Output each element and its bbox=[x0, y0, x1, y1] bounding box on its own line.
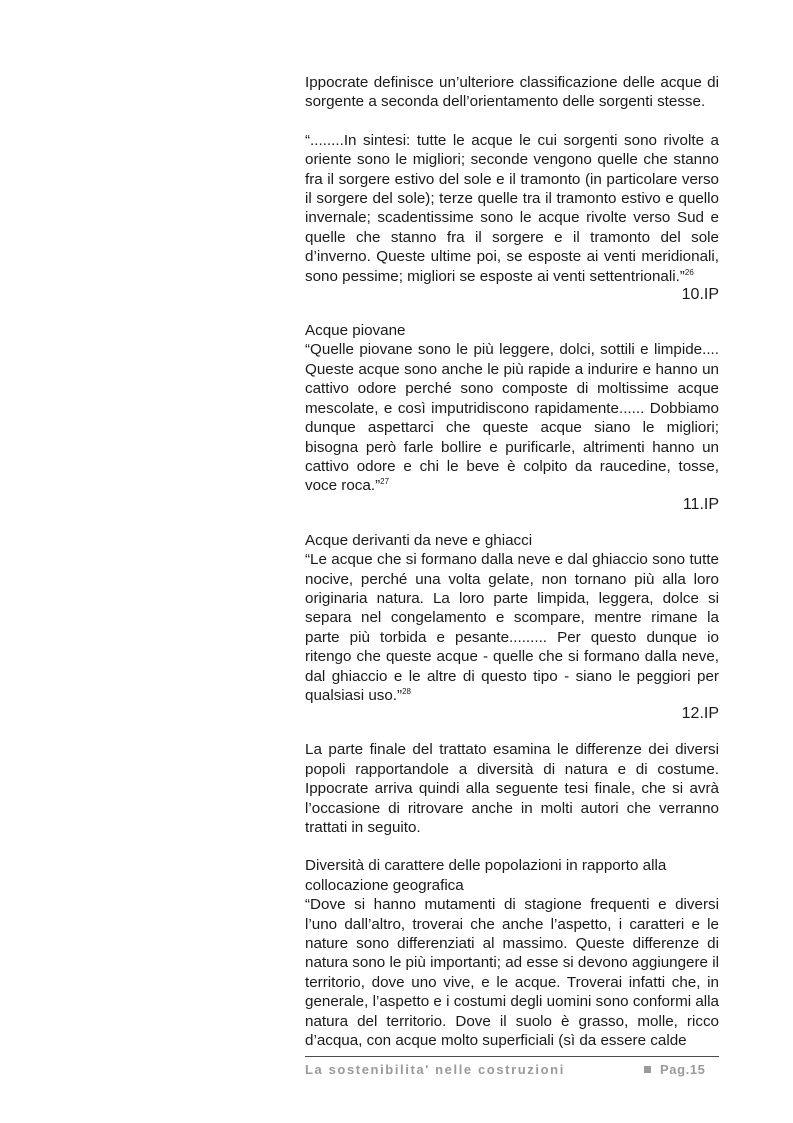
footnote-marker: 26 bbox=[684, 267, 694, 277]
section-heading: Diversità di carattere delle popolazioni in rapporto alla collocazione geografica bbox=[305, 857, 667, 894]
conclusion-paragraph: La parte finale del trattato esamina le differenze dei diversi popoli rapportandole a diversità di natura e di costume. Ippocrate arriva quindi alla seguente tesi finale, che si avrà l’occasione di ritrovare anche in molti autori che verranno trattati in seguito. bbox=[305, 741, 719, 836]
section-heading: Acque piovane bbox=[305, 322, 406, 340]
page-number bbox=[644, 1062, 706, 1077]
quote-text: “Quelle piovane sono le più leggere, dolci, sottili e limpide.... Queste acque sono anche le più rapide a indurire e hanno un cattivo odore perché sono composte di moltissime acque mescolate, e così imputridiscono rapidamente...... Dobbiamo dunque aspettarci che queste acque siano le migliori; bisogna però farle bollire e purificarle, altrimenti hanno un cattivo odore e chi le beve è colpito da raucedine, tosse, voce roca.” bbox=[305, 341, 719, 495]
footer-title: La sostenibilita' nelle costruzioni bbox=[305, 1062, 565, 1077]
section-acque-neve bbox=[305, 531, 719, 724]
footnote-marker: 28 bbox=[402, 686, 411, 696]
quote-text: “Dove si hanno mutamenti di stagione frequenti e diversi l’uno dall’altro, troverai che anche l’aspetto, i caratteri e le nature sono differenziati al massimo. Queste differenze di natura sono le più importanti; ad esse si devono aggiungere il territorio, dove uno vive, e le acque. Troverai infatti che, in generale, l’aspetto e i costumi degli uomini sono conformi alla natura del territorio. Dove il suolo è grasso, molle, ricco d’acqua, con acque molto superficiali (sì da essere calde bbox=[305, 896, 719, 1050]
section-acque-piovane bbox=[305, 321, 719, 514]
figure-reference: 11.IP bbox=[682, 495, 719, 513]
intro-paragraph: Ippocrate definisce un’ulteriore classificazione delle acque di sorgente a seconda dell’orientamento delle sorgenti stesse. bbox=[305, 74, 719, 111]
figure-reference: 12.IP bbox=[681, 705, 719, 723]
quote-text: “........In sintesi: tutte le acque le cui sorgenti sono rivolte a oriente sono le migliori; seconde vengono quelle che stanno fra il sorgere estivo del sole e il tramonto (in particolare verso il sorgere del sole); terze quelle tra il tramonto estivo e quello invernale; scadentissime sono le acque rivolte verso Sud e quelle che stanno fra il sorgere e il tramonto del sole d’inverno. Queste ultime poi, se esposte ai venti meridionali, sono pessime; migliori se esposte ai venti settentrionali.” bbox=[305, 131, 719, 285]
figure-reference: 10.IP bbox=[681, 286, 719, 304]
main-text-column bbox=[305, 73, 719, 1050]
section-heading: Acque derivanti da neve e ghiacci bbox=[305, 531, 533, 549]
footnote-marker: 27 bbox=[380, 477, 390, 487]
quote-orientamento bbox=[305, 131, 719, 304]
quote-text: “Le acque che si formano dalla neve e dal ghiaccio sono tutte nocive, perché una volta gelate, non tornano più alla loro originaria natura. La loro parte limpida, leggera, dolce si separa nel congelamento e scompare, mentre rimane la parte più torbida e pesante......... Per questo dunque io ritengo che queste acque - quelle che si formano dalla neve, dal ghiaccio e le altre di questo tipo - siano le peggiori per qualsiasi uso.” bbox=[305, 551, 719, 704]
page-number-label: Pag.15 bbox=[660, 1062, 706, 1077]
square-bullet-icon bbox=[644, 1066, 651, 1073]
section-diversita bbox=[305, 856, 719, 1050]
footer-rule bbox=[305, 1056, 719, 1057]
